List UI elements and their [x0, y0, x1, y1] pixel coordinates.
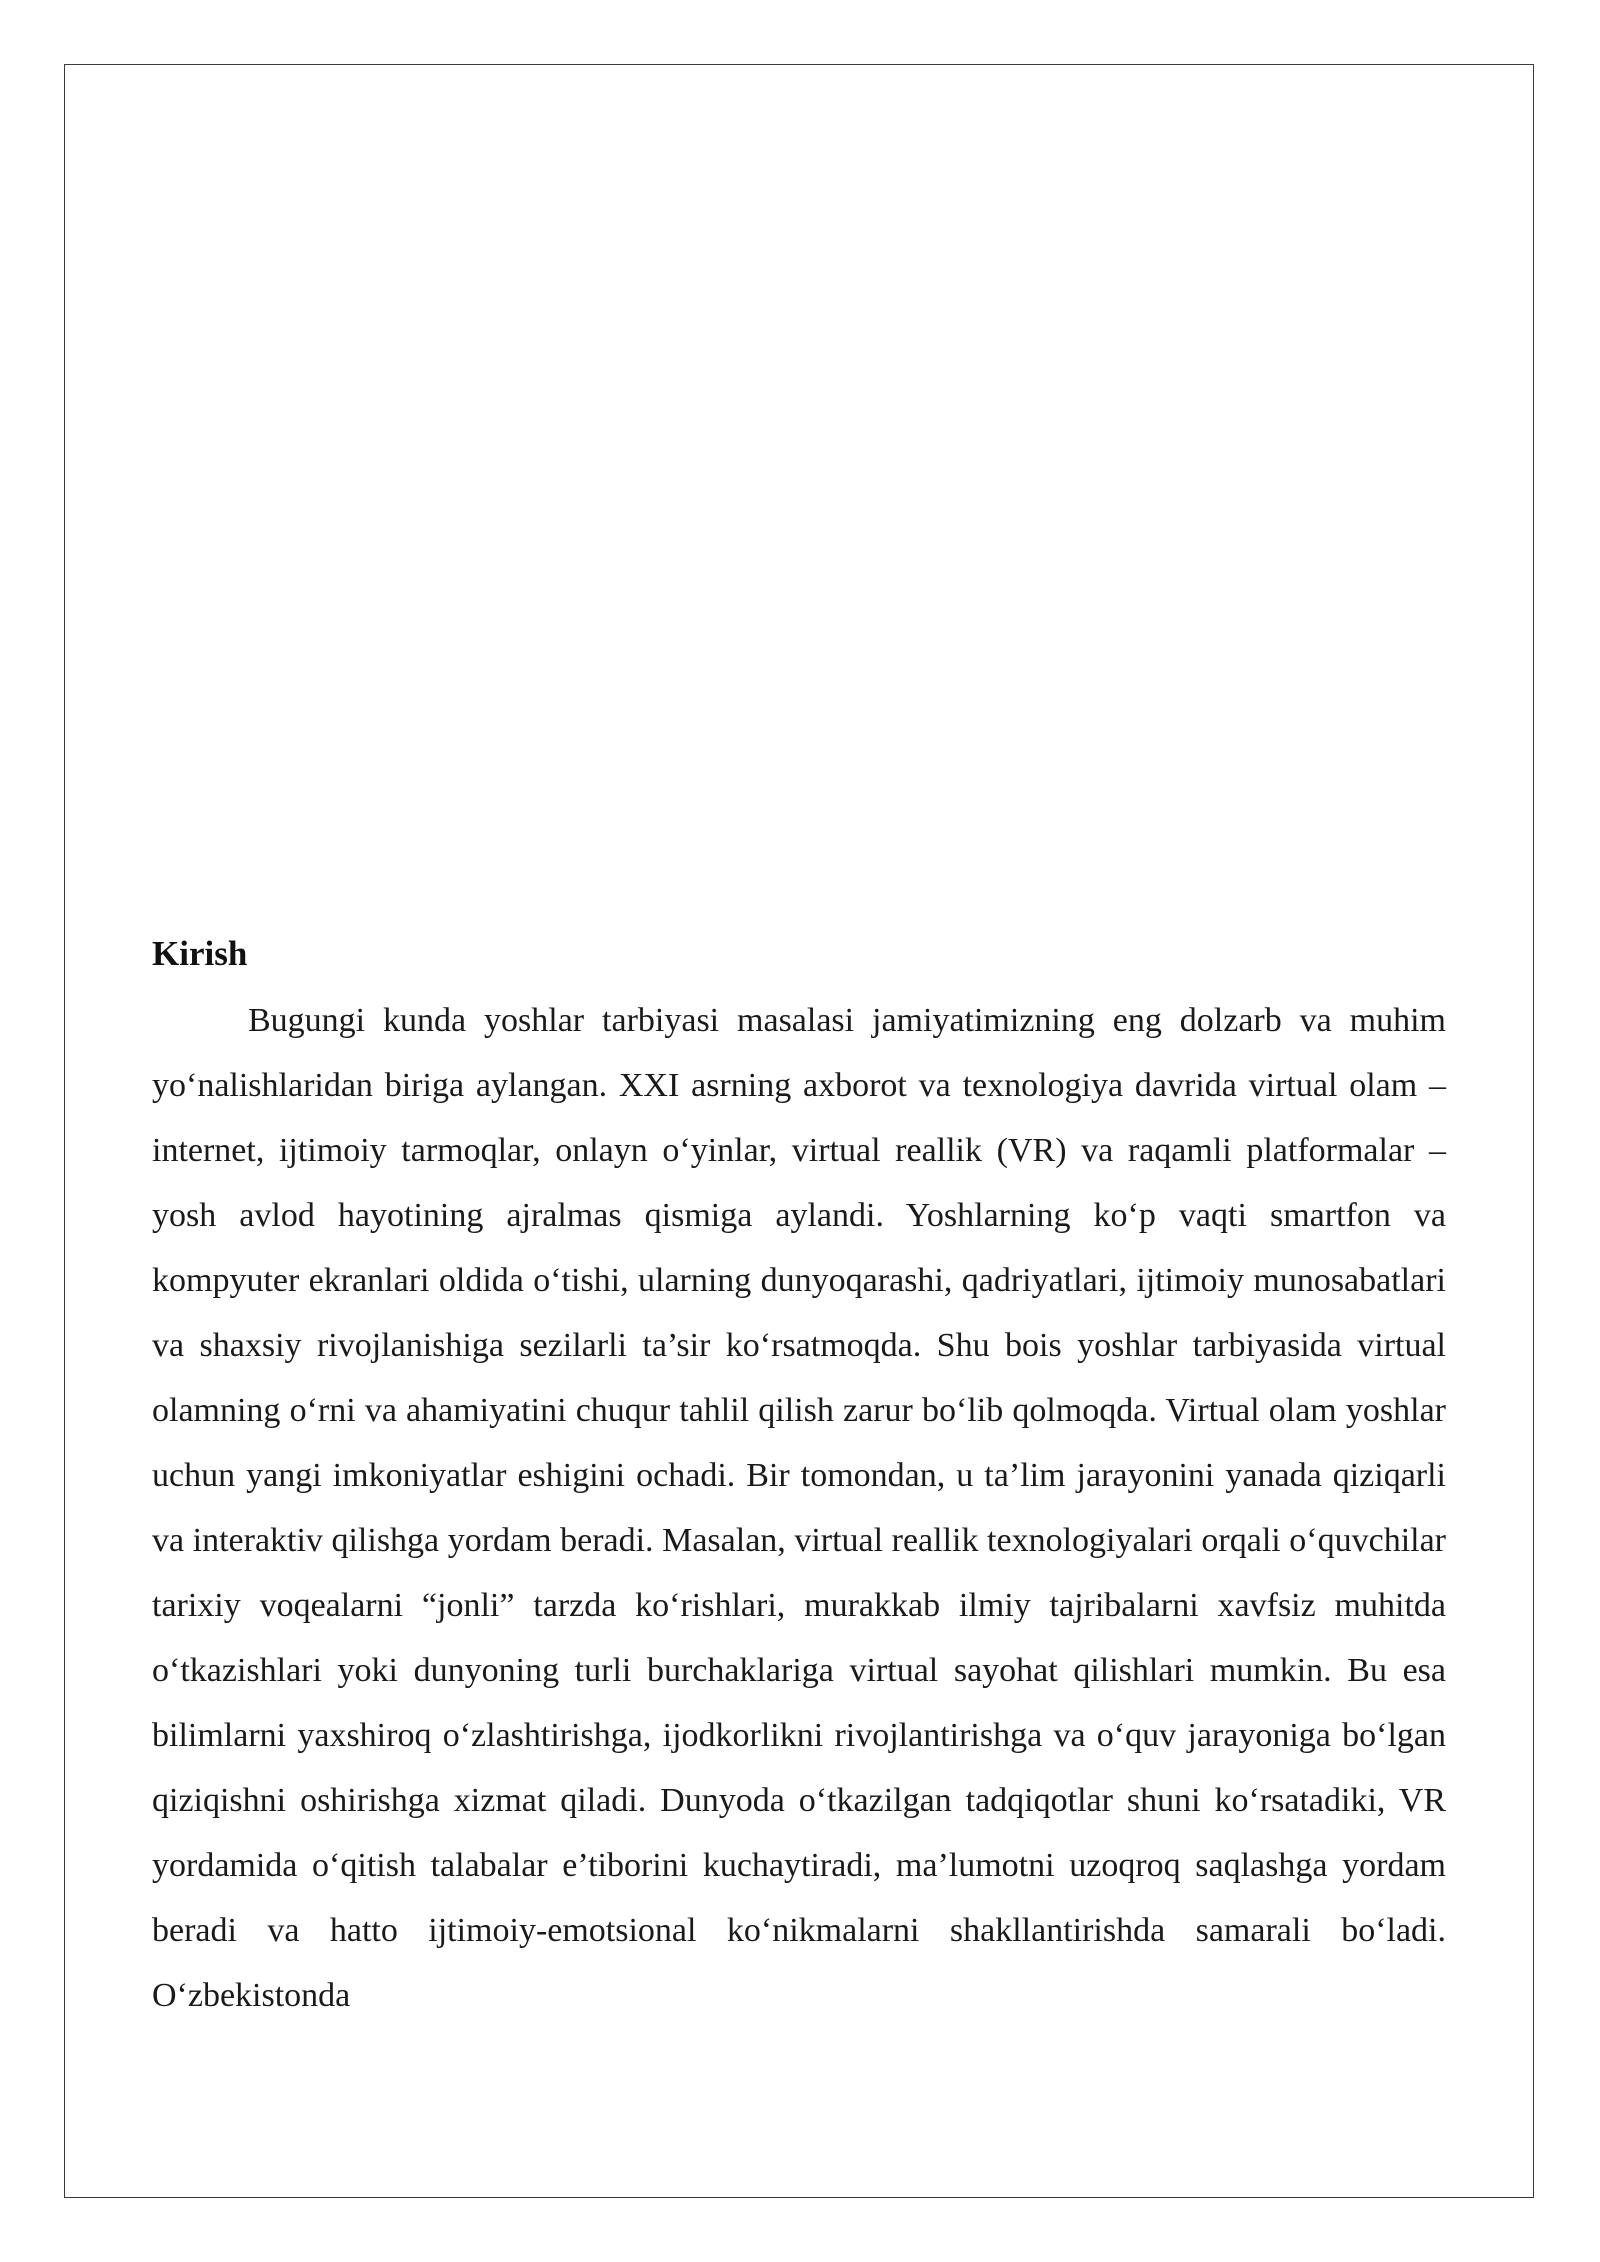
section-heading: Kirish [152, 934, 248, 973]
body-paragraph: Bugungi kunda yoshlar tarbiyasi masalasi jamiyatimizning eng dolzarb va muhim yo‘nalishlaridan biriga aylangan. XXI asrning axborot va texnologiya davrida virtual olam – internet, ijtimoiy tarmoqlar, onlayn o‘yinlar, virtual reallik (VR) va raqamli platformalar – yosh avlod hayotining ajralmas qismiga aylandi. Yoshlarning ko‘p vaqti smartfon va kompyuter ekranlari oldida o‘tishi, ularning dunyoqarashi, qadriyatlari, ijtimoiy munosabatlari va shaxsiy rivojlanishiga sezilarli ta’sir ko‘rsatmoqda. Shu bois yoshlar tarbiyasida virtual olamning o‘rni va ahamiyatini chuqur tahlil qilish zarur bo‘lib qolmoqda. Virtual olam yoshlar uchun yangi imkoniyatlar eshigini ochadi. Bir tomondan, u ta’lim jarayonini yanada qiziqarli va interaktiv qilishga yordam beradi. Masalan, virtual reallik texnologiyalari orqali o‘quvchilar tarixiy voqealarni “jonli” tarzda ko‘rishlari, murakkab ilmiy tajribalarni xavfsiz muhitda o‘tkazishlari yoki dunyoning turli burchaklariga virtual sayohat qilishlari mumkin. Bu esa bilimlarni yaxshiroq o‘zlashtirishga, ijodkorlikni rivojlantirishga va o‘quv jarayoniga bo‘lgan qiziqishni oshirishga xizmat qiladi. Dunyoda o‘tkazilgan tadqiqotlar shuni ko‘rsatadiki, VR yordamida o‘qitish talabalar e’tiborini kuchaytiradi, ma’lumotni uzoqroq saqlashga yordam beradi va hatto ijtimoiy-emotsional ko‘nikmalarni shakllantirishda samarali bo‘ladi. O‘zbekistonda [152, 1002, 1446, 2014]
document-body [152, 930, 1446, 2028]
